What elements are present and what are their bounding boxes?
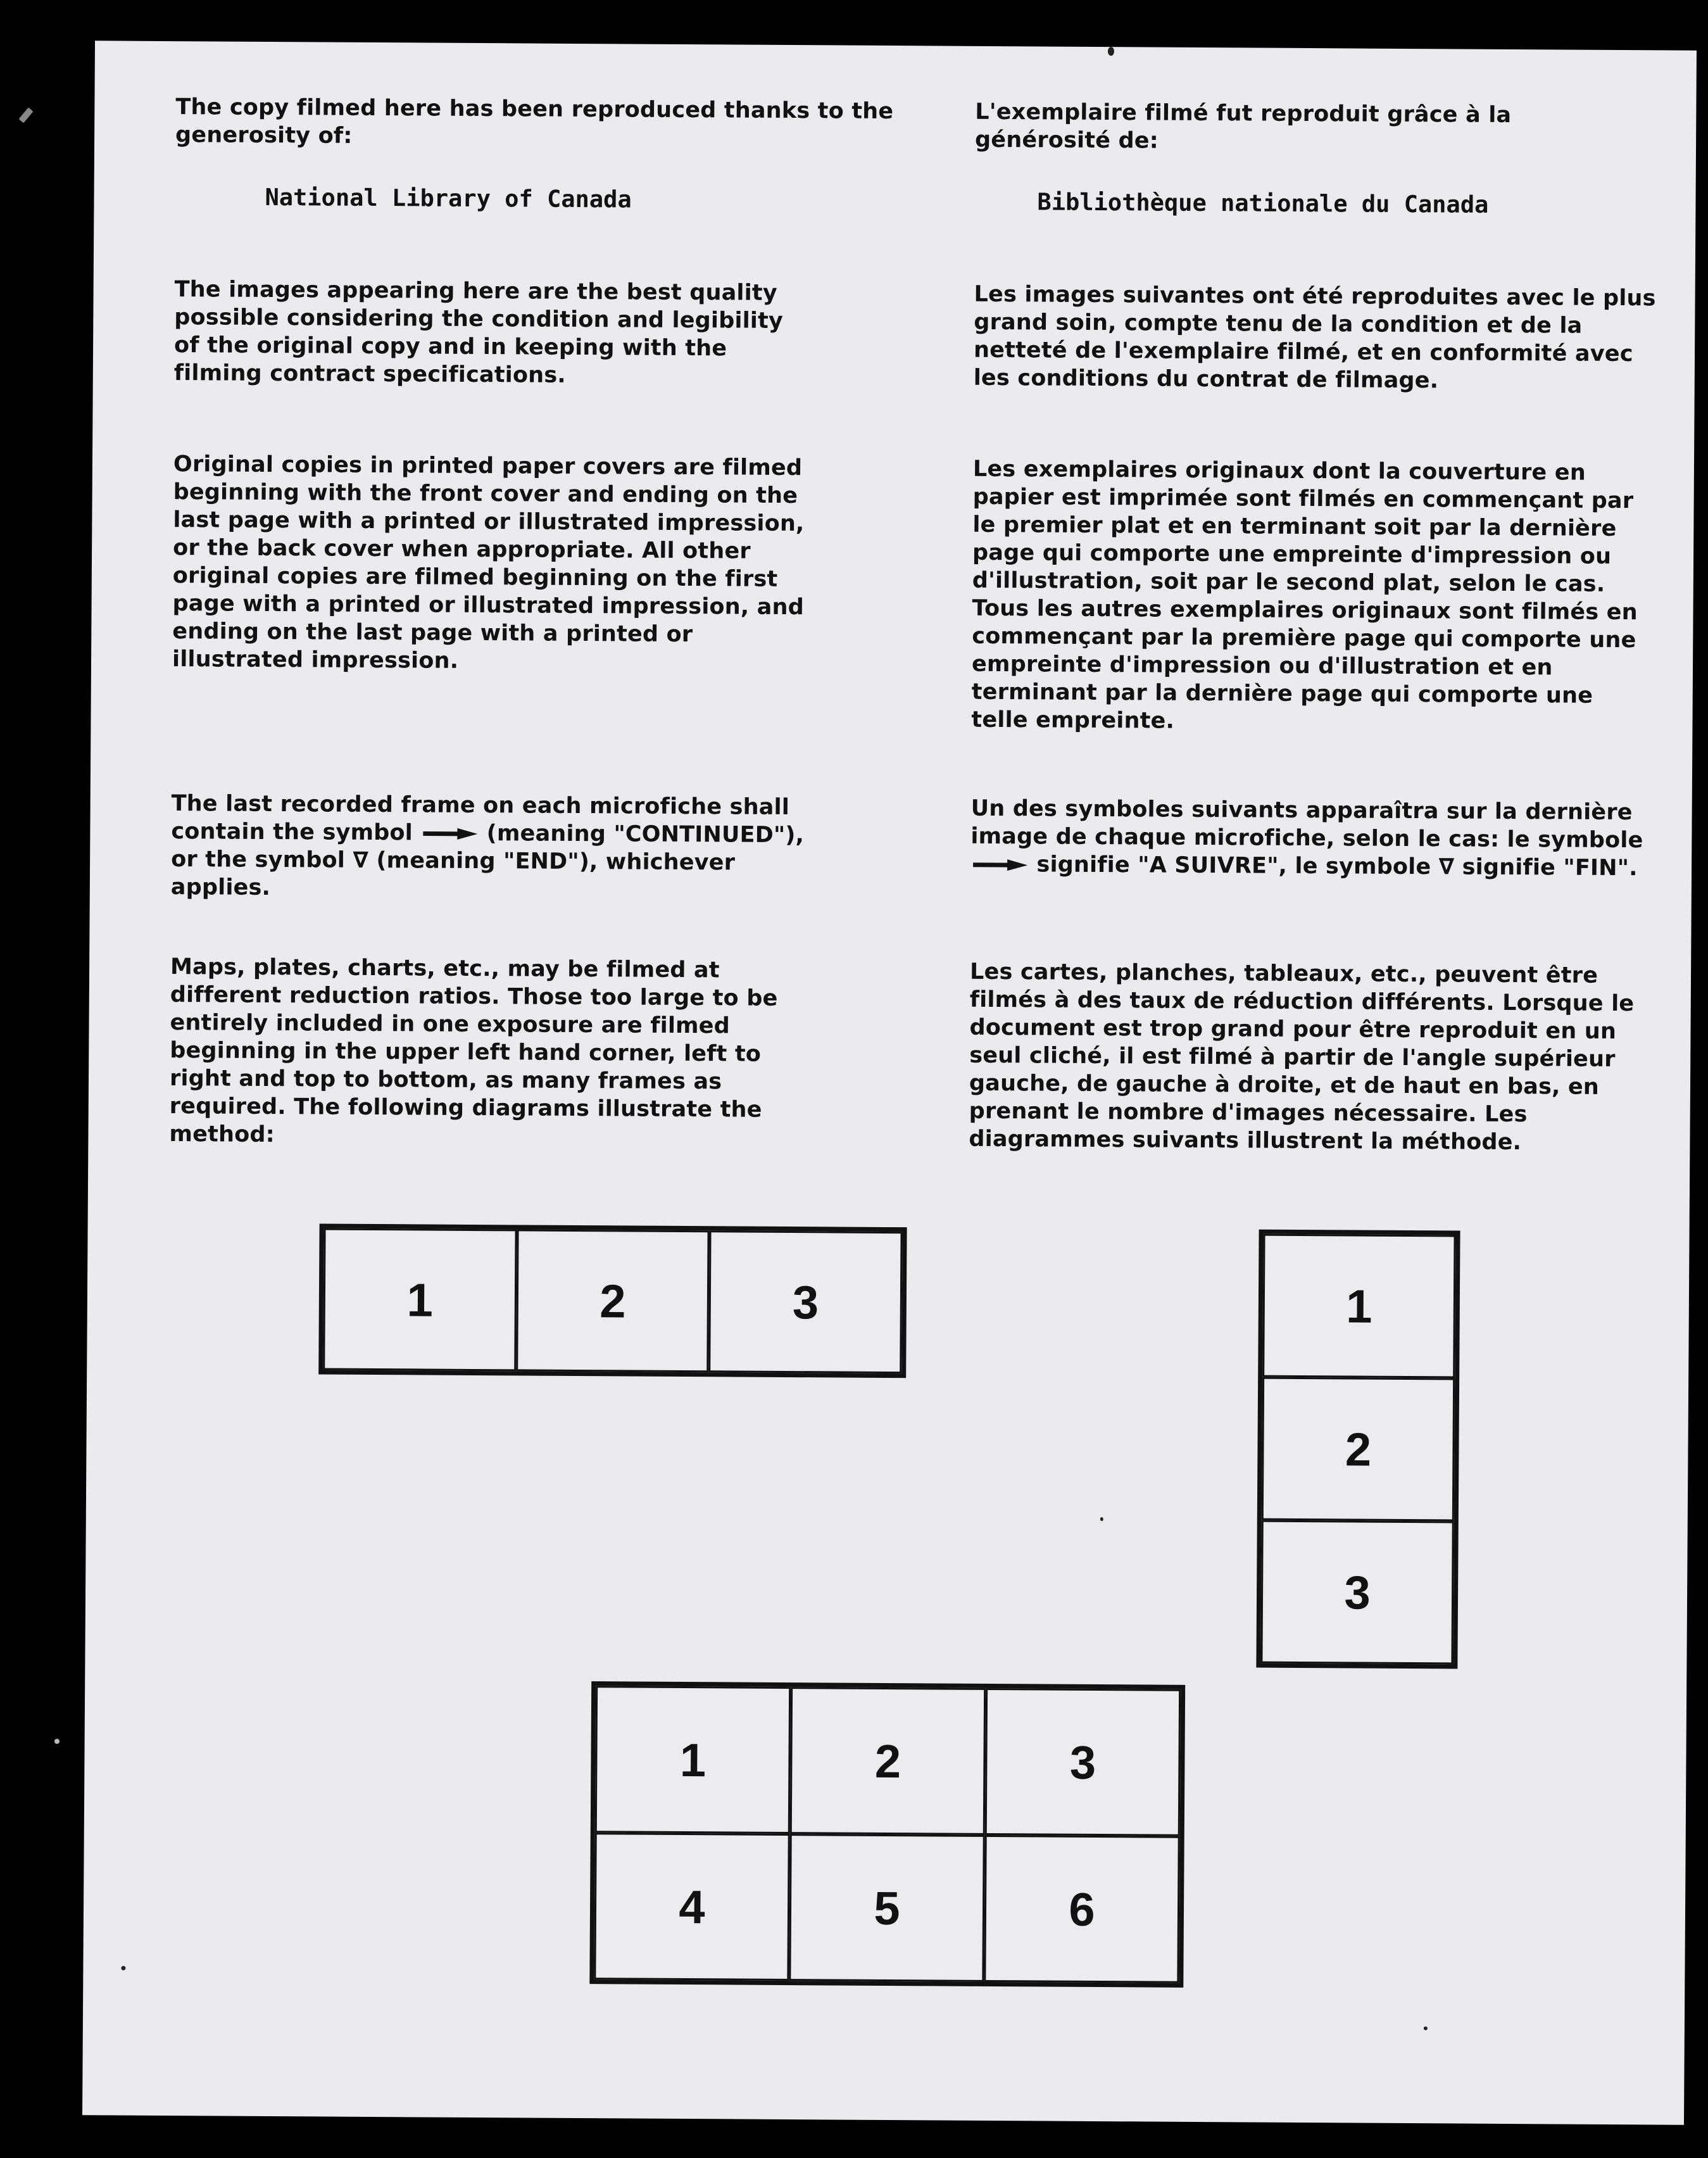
dust-speck	[121, 1966, 125, 1971]
french-original-copies-paragraph: Les exemplaires originaux dont la couverture en papier est imprimée sont filmés en commençant par le premier plat et en terminant soit par la dernière page qui comporte une empreinte d'impression ou d'illustration, soit par le second plat, selon le cas. Tous les autres exemplaires originaux sont filmés en commençant par la première page qui comporte une empreinte d'impression ou d'illustration et en terminant par la dernière page qui comporte une telle empreinte.	[971, 456, 1638, 734]
fin-triangle-icon: ∇	[1438, 854, 1455, 880]
frame-cell: 2	[1262, 1377, 1455, 1522]
diagram-grid-2x3	[589, 1681, 1185, 1988]
frame-cell: 3	[985, 1688, 1181, 1836]
english-frame-text-b: (meaning "CONTINUED"), or the symbol	[171, 821, 805, 873]
frame-cell: 4	[594, 1833, 789, 1981]
continued-arrow-icon	[420, 826, 479, 841]
frame-cell: 2	[790, 1687, 986, 1835]
french-last-frame-paragraph	[970, 795, 1655, 883]
frame-cell: 2	[516, 1229, 710, 1372]
border-speck	[54, 1739, 60, 1744]
french-maps-paragraph: Les cartes, planches, tableaux, etc., peuvent être filmés à des taux de réduction différents. Lorsque le document est trop grand pour être reproduit en un seul cliché, il est filmé à partir de l'angle supérieur gauche, de gauche à droite, et de haut en bas, en prenant le nombre d'images nécessaire. Les diagrammes suivants illustrent la méthode.	[969, 959, 1635, 1156]
diagram-vertical-strip	[1256, 1230, 1460, 1669]
frame-cell: 1	[323, 1228, 517, 1372]
suivre-arrow-icon	[970, 858, 1029, 873]
frame-cell: 1	[595, 1686, 791, 1834]
dust-speck	[1424, 2026, 1428, 2030]
microfiche-target-sheet	[82, 41, 1697, 2124]
english-thanks-text: The copy filmed here has been reproduced thanks to the generosity of:	[175, 94, 894, 149]
french-library-name: Bibliothèque nationale du Canada	[1037, 188, 1489, 218]
french-frame-text-c: signifie "FIN".	[1462, 854, 1638, 881]
english-last-frame-paragraph	[171, 790, 805, 905]
dust-speck	[1108, 47, 1114, 56]
english-quality-paragraph: The images appearing here are the best quality possible considering the condition and legibility of the original copy and in keeping with the filming contract specifications.	[173, 277, 784, 388]
english-thanks	[175, 93, 936, 153]
english-library-name: National Library of Canada	[265, 183, 632, 213]
dust-speck	[1100, 1517, 1103, 1521]
english-frame-text-a: The last recorded frame on each microfiche shall contain the symbol	[171, 791, 790, 846]
frame-cell: 3	[1260, 1520, 1454, 1665]
french-thanks-text: L'exemplaire filmé fut reproduit grâce à la générosité de:	[974, 99, 1512, 154]
french-quality-paragraph: Les images suivantes ont été reproduites avec le plus grand soin, compte tenu de la condition et de la netteté de l'exemplaire filmé, et en conformité avec les conditions du contrat de filmage.	[973, 281, 1656, 394]
frame-cell: 5	[789, 1834, 984, 1982]
english-frame-text-c: (meaning "END"), whichever applies.	[170, 848, 736, 901]
french-thanks	[975, 98, 1545, 157]
frame-cell: 1	[1262, 1234, 1455, 1379]
border-speck	[18, 108, 33, 123]
end-triangle-icon: ∇	[353, 847, 369, 873]
english-original-copies-paragraph: Original copies in printed paper covers are filmed beginning with the front cover and ending on the last page with a printed or illustrated impression, or the back cover when appropriate. All other original copies are filmed beginning on the first page with a printed or illustrated impression, and ending on the last page with a printed or illustrated impression.	[172, 451, 805, 674]
frame-cell: 3	[709, 1230, 903, 1373]
frame-cell: 6	[984, 1835, 1179, 1983]
english-maps-paragraph: Maps, plates, charts, etc., may be filmed at different reduction ratios. Those too large to be entirely included in one exposure are filmed beginning in the upper left hand corner, left to right and top to bottom, as many frames as required. The following diagrams illustrate the method:	[169, 954, 778, 1148]
diagram-horizontal-strip	[318, 1224, 907, 1379]
french-frame-text-b: signifie "A SUIVRE", le symbole	[1036, 852, 1431, 880]
french-frame-text-a: Un des symboles suivants apparaîtra sur la dernière image de chaque microfiche, selon le cas: le symbole	[970, 795, 1643, 854]
